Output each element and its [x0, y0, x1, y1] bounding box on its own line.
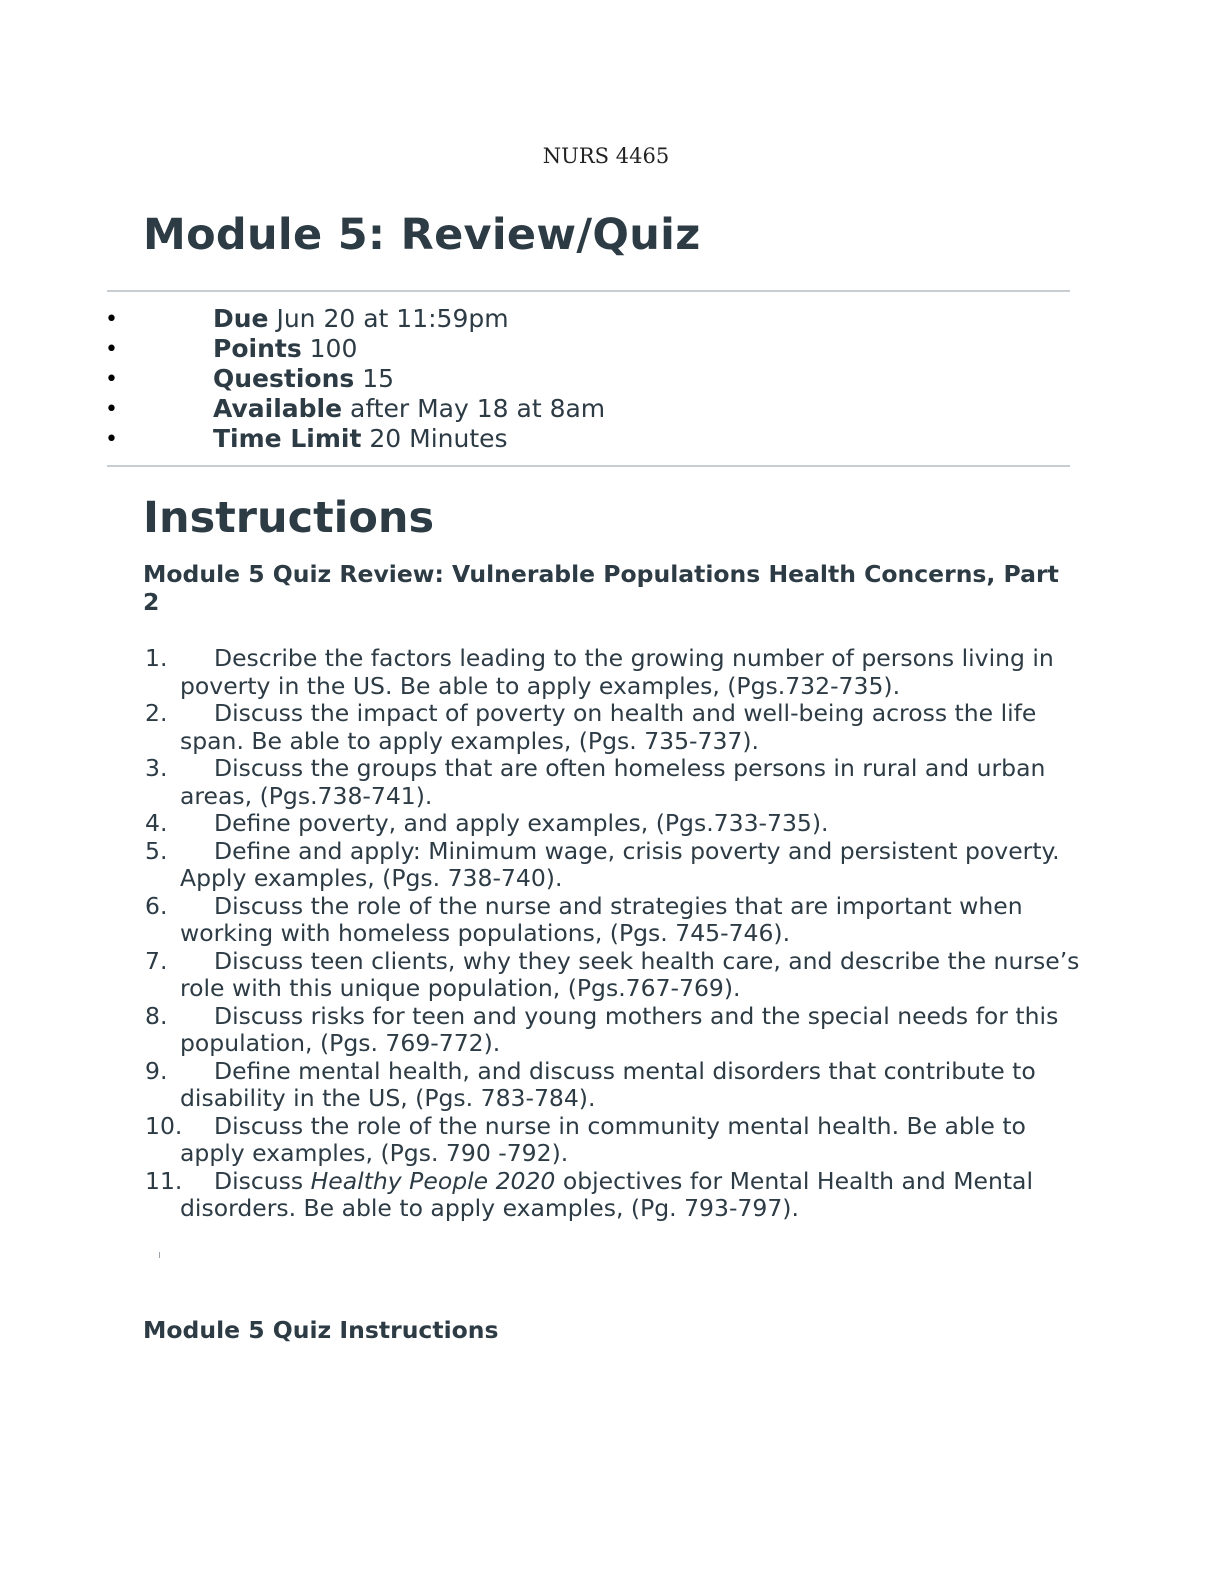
item-number: 8.	[145, 1001, 168, 1030]
item-text: Discuss the role of the nurse and strategies that are important when working with homeless populations, (Pgs. 745-746).	[180, 891, 1023, 947]
page-title: Module 5: Review/Quiz	[143, 210, 701, 260]
item-text: Define mental health, and discuss mental disorders that contribute to disability in the US, (Pgs. 783-784).	[180, 1056, 1036, 1112]
detail-label: Due	[213, 304, 269, 333]
item-number: 11.	[145, 1166, 183, 1195]
list-item	[0, 893, 1100, 948]
review-heading: Module 5 Quiz Review: Vulnerable Populations Health Concerns, Part 2	[143, 560, 1059, 616]
item-number: 2.	[145, 699, 168, 727]
bullet-icon: •	[105, 427, 118, 452]
bullet-icon: •	[105, 307, 118, 332]
list-item	[0, 1058, 1100, 1113]
divider-bottom	[107, 465, 1070, 467]
item-number: 10.	[145, 1111, 183, 1140]
item-number: 9.	[145, 1056, 168, 1085]
item-text: Discuss the groups that are often homeless persons in rural and urban areas, (Pgs.738-741).	[180, 754, 1046, 810]
item-text: Define poverty, and apply examples, (Pgs.733-735).	[214, 809, 829, 837]
item-number: 5.	[145, 836, 168, 865]
list-item	[0, 1113, 1100, 1168]
item-text: Discuss teen clients, why they seek health care, and describe the nurse’s role with this unique population, (Pgs.767-769).	[180, 946, 1080, 1002]
list-item	[0, 810, 1100, 838]
item-text: Discuss risks for teen and young mothers and the special needs for this population, (Pgs. 769-772).	[180, 1001, 1059, 1057]
divider-top	[107, 290, 1070, 292]
detail-label: Available	[213, 394, 343, 423]
item-text: Discuss the impact of poverty on health and well-being across the life span. Be able to apply examples, (Pgs. 735-737).	[180, 699, 1037, 755]
detail-value: after May 18 at 8am	[350, 394, 606, 423]
list-item	[0, 838, 1100, 893]
instructions-heading: Instructions	[143, 493, 435, 543]
bullet-icon: •	[105, 337, 118, 362]
item-text: Define and apply: Minimum wage, crisis poverty and persistent poverty. Apply examples, (Pgs. 738-740).	[180, 836, 1060, 892]
detail-label: Points	[213, 334, 302, 363]
objectives-list	[0, 645, 1100, 1223]
bullet-icon: •	[105, 397, 118, 422]
course-code: NURS 4465	[542, 144, 670, 168]
detail-value: 15	[362, 364, 395, 393]
item-text	[180, 1168, 1080, 1223]
bullet-icon: •	[105, 367, 118, 392]
list-item	[0, 700, 1100, 755]
item-number: 7.	[145, 946, 168, 975]
item-number: 1.	[145, 644, 168, 672]
item-text-prefix: Discuss	[214, 1166, 311, 1195]
item-text: Discuss the role of the nurse in community mental health. Be able to apply examples, (Pgs. 790 -792).	[180, 1111, 1026, 1167]
stray-mark	[159, 1252, 160, 1258]
list-item	[0, 1003, 1100, 1058]
item-text-suffix: objectives for Mental Health and Mental disorders. Be able to apply examples, (Pg. 793-797).	[180, 1166, 1033, 1222]
quiz-instructions-heading: Module 5 Quiz Instructions	[143, 1316, 499, 1344]
detail-label: Time Limit	[213, 424, 362, 453]
item-text: Describe the factors leading to the growing number of persons living in poverty in the US. Be able to apply examples, (Pgs.732-735).	[180, 644, 1054, 700]
detail-value: Jun 20 at 11:59pm	[276, 304, 509, 333]
healthy-people-title: Healthy People 2020	[310, 1166, 556, 1195]
item-number: 3.	[145, 754, 168, 782]
list-item	[0, 948, 1100, 1003]
list-item	[0, 755, 1100, 810]
detail-label: Questions	[213, 364, 355, 393]
detail-value: 100	[309, 334, 358, 363]
item-number: 6.	[145, 891, 168, 920]
detail-value: 20 Minutes	[369, 424, 508, 453]
list-item	[0, 645, 1100, 700]
list-item	[0, 1168, 1100, 1223]
item-number: 4.	[145, 809, 168, 837]
